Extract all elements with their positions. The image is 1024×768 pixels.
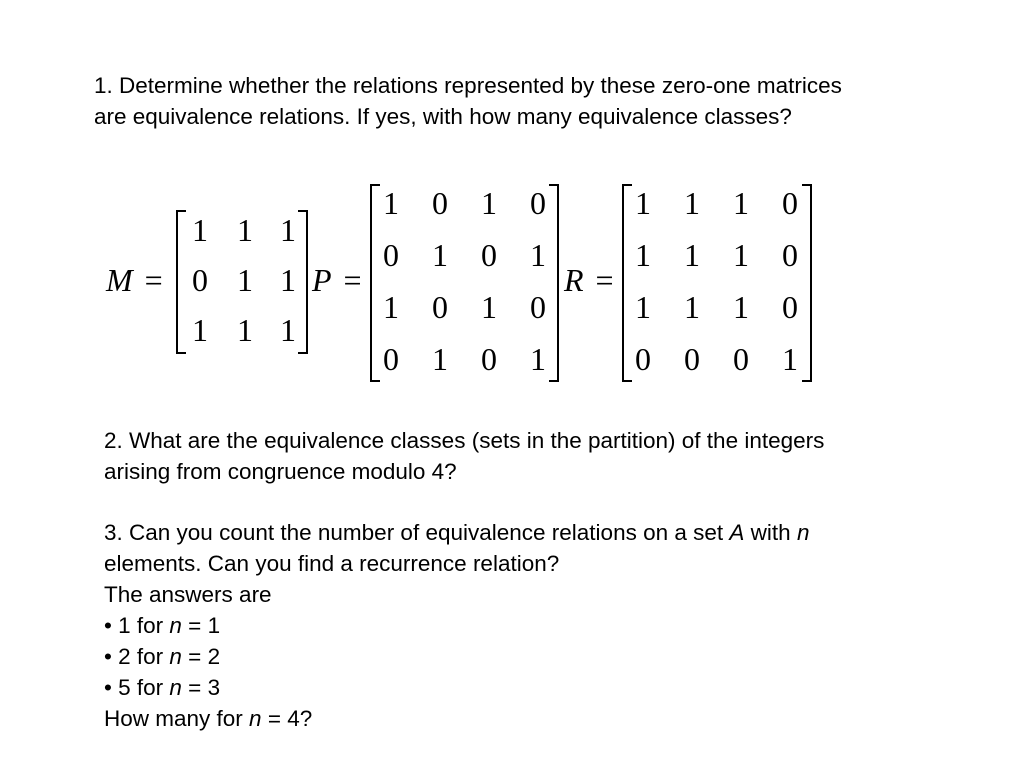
question-1-line-2: are equivalence relations. If yes, with how many equivalence classes? [94,104,792,129]
matrix-r-cell: 1 [782,341,798,377]
matrix-p-cell: 1 [481,185,497,221]
matrix-r-cell: 0 [782,237,798,273]
question-3-line-1 [104,517,809,548]
matrix-m-cell: 1 [280,262,296,298]
matrix-p-label [312,264,362,296]
question-3-line-2: elements. Can you find a recurrence relation? [104,551,560,576]
matrix-p-cell: 1 [432,237,448,273]
answer-item [104,610,809,641]
matrix-p-equals: = [343,262,362,298]
matrix-r-cell: 0 [635,341,651,377]
answers-intro: The answers are [104,582,272,607]
matrix-p-cell: 0 [530,289,546,325]
matrix-p-cell: 1 [432,341,448,377]
final-suffix: = 4? [261,706,313,731]
matrix-p-cell: 0 [432,185,448,221]
matrix-r-label [564,264,614,296]
question-2-line-2: arising from congruence modulo 4? [104,459,457,484]
matrix-p-cell: 0 [481,341,497,377]
matrix-r-equals: = [595,262,614,298]
question-2 [104,425,824,487]
matrix-r-name: R [564,262,584,298]
matrix-r-cell: 0 [782,185,798,221]
final-question [104,703,809,734]
question-3 [104,517,809,734]
matrix-r-cell: 1 [635,185,651,221]
matrix-r-cell: 1 [684,185,700,221]
matrix-r-cell: 0 [684,341,700,377]
matrix-r-cell: 0 [782,289,798,325]
matrix-m-name: M [106,262,133,298]
matrix-r-cell: 1 [684,289,700,325]
question-3-text-a: 3. Can you count the number of equivalence relations on a set [104,520,730,545]
question-2-line-1: 2. What are the equivalence classes (sets in the partition) of the integers [104,428,825,453]
matrix-p-name: P [312,262,332,298]
matrix-r-cell: 1 [684,237,700,273]
matrix-p-cell: 0 [530,185,546,221]
question-3-text-b: with [744,520,797,545]
question-1 [94,70,842,132]
answer-suffix: = 3 [181,675,221,700]
matrix-p-cell: 0 [383,341,399,377]
matrix-p-cell: 1 [383,289,399,325]
answer-var: n [169,613,182,638]
answer-suffix: = 2 [181,644,221,669]
matrix-p-cell: 1 [481,289,497,325]
matrix-r-cell: 1 [733,289,749,325]
answer-prefix: • 1 for [104,613,170,638]
answer-suffix: = 1 [181,613,221,638]
matrix-r-cell: 1 [635,237,651,273]
answer-item [104,641,809,672]
var-a: A [729,520,745,545]
matrix-p-cell: 1 [383,185,399,221]
answer-var: n [169,675,182,700]
matrix-p-cell: 1 [530,341,546,377]
answer-var: n [169,644,182,669]
matrix-m-cell: 1 [280,212,296,248]
matrix-r-cell: 1 [635,289,651,325]
matrix-m-cell: 1 [237,212,253,248]
matrix-m-cell: 1 [237,262,253,298]
matrix-m-cell: 1 [192,312,208,348]
matrix-m-label [106,264,163,296]
matrix-p-cell: 0 [383,237,399,273]
matrix-m-cell: 1 [192,212,208,248]
answer-prefix: • 5 for [104,675,170,700]
matrix-m-equals: = [144,262,163,298]
final-var: n [249,706,262,731]
matrix-p-cell: 0 [481,237,497,273]
matrix-p-cell: 0 [432,289,448,325]
matrix-m-cell: 1 [237,312,253,348]
var-n: n [796,520,810,545]
matrix-p-cell: 1 [530,237,546,273]
question-1-line-1: 1. Determine whether the relations represented by these zero-one matrices [94,73,842,98]
answer-prefix: • 2 for [104,644,170,669]
matrix-m-cell: 1 [280,312,296,348]
matrix-r-cell: 1 [733,237,749,273]
final-prefix: How many for [104,706,250,731]
matrix-m-cell: 0 [192,262,208,298]
answer-item [104,672,809,703]
matrix-r-cell: 0 [733,341,749,377]
matrix-r-cell: 1 [733,185,749,221]
